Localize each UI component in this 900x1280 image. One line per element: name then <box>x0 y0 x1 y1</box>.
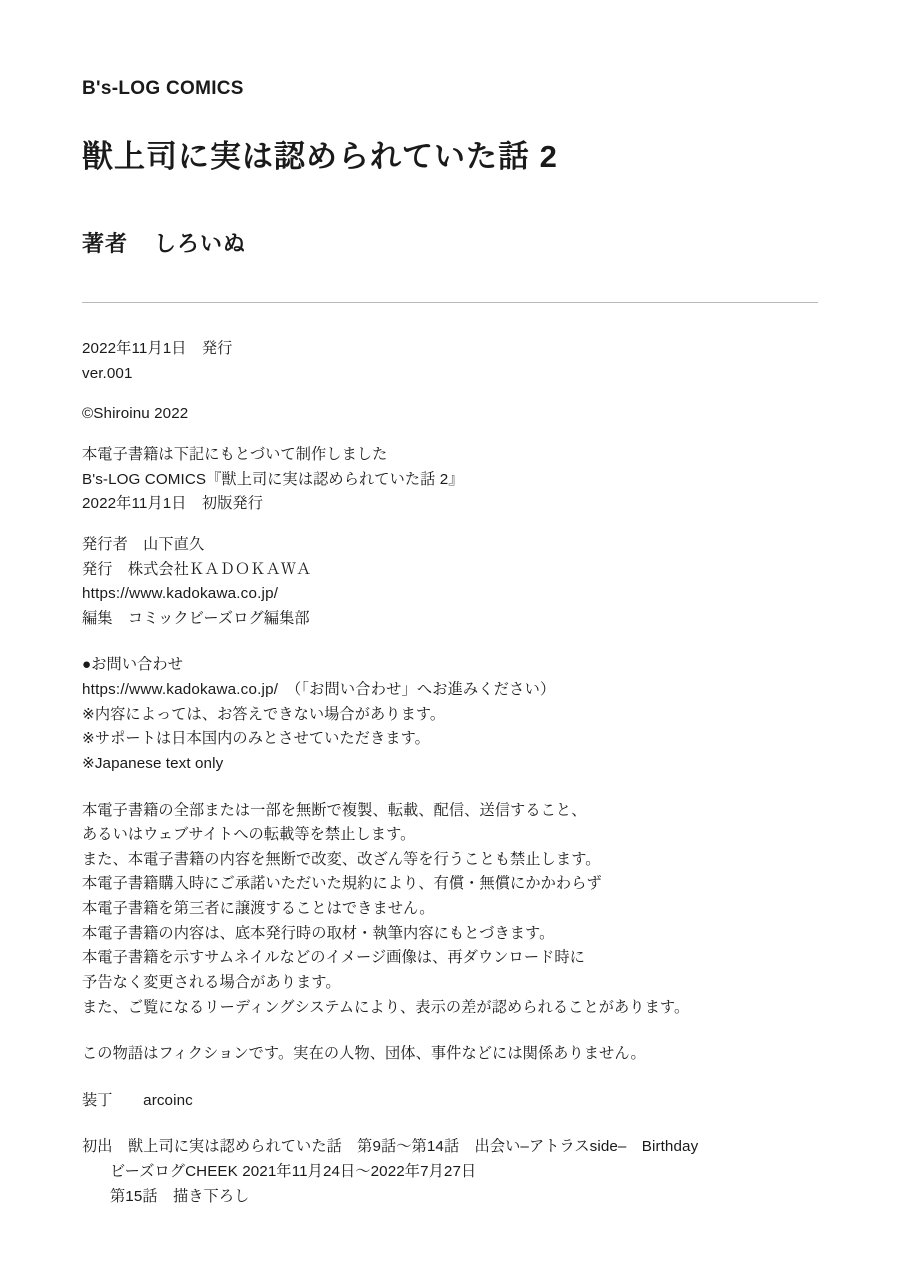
terms-line-1: 本電子書籍の全部または一部を無断で複製、転載、配信、送信すること、 <box>82 801 587 819</box>
source-note-block <box>82 443 818 517</box>
divider <box>82 302 818 303</box>
publication-block <box>82 337 818 386</box>
first-publication-detail: 獣上司に実は認められていた話 第9話〜第14話 出会い–アトラスside– Birthday <box>127 1138 699 1156</box>
publication-version: ver.001 <box>82 364 133 382</box>
publisher-block <box>82 533 818 632</box>
contact-url[interactable]: https://www.kadokawa.co.jp/ （「お問い合わせ」へお進みください） <box>82 681 556 699</box>
terms-line-7: 本電子書籍を示すサムネイルなどのイメージ画像は、再ダウンロード時に <box>82 949 585 967</box>
fiction-note: この物語はフィクションです。実在の人物、団体、事件などには関係ありません。 <box>82 1045 646 1063</box>
terms-block <box>82 799 818 1021</box>
terms-line-6: 本電子書籍の内容は、底本発行時の取材・執筆内容にもとづきます。 <box>82 924 555 942</box>
terms-line-5: 本電子書籍を第三者に譲渡することはできません。 <box>82 900 435 918</box>
first-publication-block <box>82 1135 818 1209</box>
contact-note-3: ※Japanese text only <box>82 754 224 772</box>
publication-date: 2022年11月1日 発行 <box>82 340 233 358</box>
design-credit-block <box>82 1089 818 1114</box>
imprint-label: B's-LOG COMICS <box>82 78 244 99</box>
first-publication-label: 初出 <box>82 1138 113 1156</box>
source-note-line-3: 2022年11月1日 初版発行 <box>82 495 263 513</box>
source-note-line-1: 本電子書籍は下記にもとづいて制作しました <box>82 446 388 464</box>
design-label: 装丁 <box>82 1091 113 1109</box>
terms-line-4: 本電子書籍購入時にご承諾いただいた規約により、有償・無償にかかわらず <box>82 875 602 893</box>
design-credit <box>82 1089 818 1114</box>
terms-line-8: 予告なく変更される場合があります。 <box>82 973 341 991</box>
contact-note-2: ※サポートは日本国内のみとさせていただきます。 <box>82 730 430 748</box>
first-publication-line-2: ビーズログCHEEK 2021年11月24日〜2022年7月27日 <box>110 1163 477 1181</box>
author-label: 著者 <box>82 231 129 257</box>
terms-line-2: あるいはウェブサイトへの転載等を禁止します。 <box>82 826 416 844</box>
design-value: arcoinc <box>143 1091 193 1109</box>
first-publication-line-1 <box>82 1135 818 1160</box>
publisher-editorial: 編集 コミックビーズログ編集部 <box>82 609 310 627</box>
terms-line-9: また、ご覧になるリーディングシステムにより、表示の差が認められることがあります。 <box>82 998 690 1016</box>
copyright-block <box>82 402 818 427</box>
source-note-line-2: B's-LOG COMICS『獣上司に実は認められていた話 2』 <box>82 470 464 488</box>
publisher-company: 発行 株式会社ＫＡＤＯＫＡＷＡ <box>82 560 312 578</box>
publisher-url[interactable]: https://www.kadokawa.co.jp/ <box>82 585 279 603</box>
publisher-person: 発行者 山下直久 <box>82 535 205 553</box>
contact-heading: ●お問い合わせ <box>82 656 183 674</box>
page-title: 獣上司に実は認められていた話 2 <box>82 139 558 174</box>
terms-line-3: また、本電子書籍の内容を無断で改変、改ざん等を行うことも禁止します。 <box>82 850 601 868</box>
copyright-line: ©Shiroinu 2022 <box>82 405 189 423</box>
contact-note-1: ※内容によっては、お答えできない場合があります。 <box>82 705 446 723</box>
author-line <box>82 227 818 258</box>
contact-block <box>82 653 818 776</box>
author-name: しろいぬ <box>154 231 247 257</box>
fiction-note-block <box>82 1042 818 1067</box>
first-publication-line-3: 第15話 描き下ろし <box>110 1187 250 1205</box>
